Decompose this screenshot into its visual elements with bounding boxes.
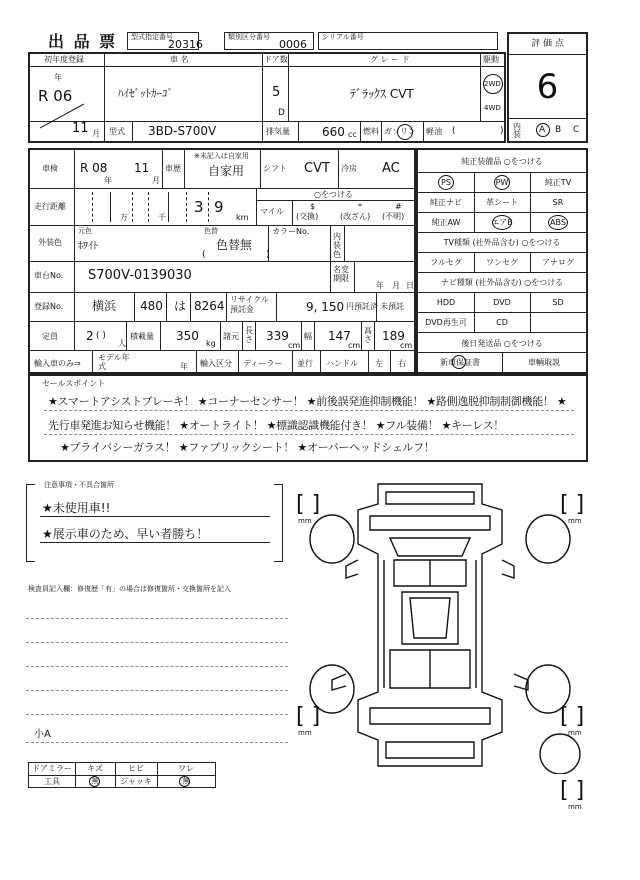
inspector-label: 検査員記入欄：修復歴「有」の場合は修復箇所・交換箇所を記入 (28, 585, 231, 593)
grade-label: グ レ ー ド (370, 55, 410, 64)
car-diagram (290, 474, 590, 774)
load-value: 350 (176, 329, 199, 343)
handle-left: 左 (375, 359, 383, 368)
model-year-label: モデル年式 (98, 353, 130, 371)
nc-day: 日 (406, 281, 414, 290)
later-manual: 車輌取説 (528, 358, 560, 367)
import-dealer: ディーラー (243, 359, 283, 368)
navi-dvd: DVD (493, 298, 511, 307)
notes-line-1: ★未使用車!! (42, 501, 111, 515)
notes-line-2: ★展示車のため、早い者勝ち！ (42, 527, 209, 541)
history-note: ※未記入は自家用 (194, 152, 249, 160)
size-label: 諸元 (223, 332, 239, 341)
first-reg-label: 初年度登録 (44, 55, 84, 64)
insp-year-mark: 年 (104, 176, 112, 185)
acc-tools: 工具 (44, 777, 60, 786)
interior-a: A (539, 125, 546, 135)
length-label: 長さ (245, 326, 253, 344)
accessory-table (28, 762, 216, 788)
equip-leather: 革シート (486, 198, 518, 207)
recycle-paid: 預託済 (354, 302, 378, 311)
acc-break: ワレ (178, 764, 194, 773)
name-change-label: 名変期限 (333, 265, 349, 283)
tv-analog: アナログ (542, 258, 574, 267)
navi-cd: CD (496, 318, 508, 327)
vehicle-table (28, 52, 506, 143)
designation-box (127, 32, 203, 51)
mile-altered-label: (改ざん) (340, 212, 371, 221)
mileage-sen: 千 (158, 213, 166, 222)
equip-airbag: エアB (491, 218, 513, 227)
interior-label: 内装 (513, 122, 521, 139)
orig-color: ﾎﾜｲﾄ (78, 241, 98, 252)
acc-jack-none: 無 (182, 777, 190, 785)
equip-pw: PW (495, 178, 509, 187)
interior-b: B (555, 125, 562, 135)
nc-year: 年 (376, 281, 384, 290)
bracket-spare: [ ] (560, 778, 585, 803)
fuel-gasoline: ガソリン (384, 127, 416, 136)
mile-label: マイル (260, 207, 284, 216)
ac-value: AC (382, 161, 400, 176)
category-box (224, 32, 314, 50)
inspection-label: 車検 (42, 164, 58, 173)
displacement-label: 排気量 (266, 127, 290, 136)
tv-title: TV種類 (社外品含む) ○をつける (443, 238, 561, 247)
mile-swap: $ (310, 202, 316, 211)
capacity-paren: ( ) (96, 331, 106, 341)
model-year-unit: 年 (180, 362, 188, 371)
km-unit: km (236, 213, 249, 222)
later-warranty: 新車保証書 (440, 358, 480, 367)
equip-ps: PS (441, 178, 451, 187)
sales-line-1: ★スマートアシストブレーキ！ ★コーナーセンサー！ ★前後誤発進抑制機能！ ★路側逸脱抑制制御機能！ ★ (48, 395, 567, 408)
mm-rr: mm (568, 729, 582, 737)
serial-box (318, 32, 498, 50)
fuel-other-open: ( (452, 126, 456, 136)
insp-month: 11 (134, 161, 150, 175)
reg-kana: は (174, 299, 187, 313)
mileage-digit-1: 3 (194, 198, 204, 216)
import-label: 輸入車のみ⇒ (34, 359, 81, 368)
inspector-value: 小A (34, 729, 51, 740)
sales-label: セールスポイント (42, 379, 106, 388)
tv-full: フルセグ (430, 258, 462, 267)
mile-altered: * (358, 202, 362, 211)
category-label: 類別区分番号 (228, 33, 270, 41)
first-reg-year: R 06 (38, 87, 73, 105)
mm-spare: mm (568, 803, 582, 811)
doors-value: 5 (272, 85, 281, 100)
height-value: 189 (382, 329, 405, 343)
recolor-paren-open: ( (202, 250, 206, 260)
model-label: 型式 (109, 127, 125, 136)
reg-class: 480 (140, 299, 163, 313)
recolor-label: 色替 (204, 227, 218, 235)
capacity-value: 2 (86, 329, 94, 343)
orig-color-label: 元色 (78, 227, 92, 235)
score-box (507, 32, 588, 143)
later-title: 後日発送品 ○をつける (461, 339, 543, 348)
height-label: 高さ (364, 326, 372, 344)
score-value: 6 (536, 67, 559, 107)
bracket-fr: [ ] (560, 492, 585, 517)
category-no: 0006 (279, 38, 307, 51)
mm-fr: mm (568, 517, 582, 525)
mile-swap-label: (交換) (296, 212, 319, 221)
load-label: 積載量 (130, 332, 154, 341)
mile-unknown: # (395, 202, 402, 211)
acc-tools-none: 無 (91, 777, 99, 785)
handle-right: 右 (398, 359, 406, 368)
sales-line-3: ★プライバシーガラス！ ★ファブリックシート！ ★オーバーヘッドシェルフ！ (60, 441, 435, 454)
displacement-value: 660 (322, 125, 345, 139)
recolor-value: 色替無 (216, 238, 253, 252)
doors-label: ドア数 (264, 55, 288, 64)
navi-dvd-play: DVD再生可 (425, 318, 467, 327)
handle-label: ハンドル (326, 359, 358, 368)
bracket-fl: [ ] (296, 492, 321, 517)
length-value: 339 (266, 329, 289, 343)
navi-hdd: HDD (436, 298, 456, 307)
model-value: 3BD-S700V (148, 124, 217, 138)
sheet-title: 出 品 票 (48, 32, 118, 51)
reg-num: 8264 (194, 299, 225, 313)
fuel-label: 燃料 (363, 127, 379, 136)
recycle-unit: 円 (346, 302, 354, 311)
insp-year: R 08 (80, 161, 108, 175)
acc-scratch: キズ (87, 764, 103, 773)
recycle-unpaid: 未預託 (380, 302, 404, 311)
capacity-label: 定員 (42, 332, 58, 341)
recolor-paren-close: ) (266, 250, 270, 260)
recycle-value: 9, 150 (306, 300, 345, 314)
equipment-title: 純正装備品 ○をつける (461, 157, 543, 166)
length-unit: cm (288, 341, 301, 350)
height-unit: cm (400, 341, 413, 350)
sales-line-2: 先行車発進お知らせ機能！ ★オートライト！ ★標識認識機能付き！ ★フル装備！ ★キーレス！ (48, 419, 504, 432)
month-mark: 月 (92, 129, 100, 138)
int-color-label: 内装色 (333, 232, 341, 259)
navi-title: ナビ種類 (社外品含む) ○をつける (440, 278, 564, 287)
mile-unknown-label: (不明) (382, 212, 405, 221)
first-reg-month: 11 (72, 121, 89, 136)
car-name-label: 車 名 (170, 55, 189, 64)
acc-door-mirror: ドアミラー (32, 764, 72, 773)
interior-c: C (573, 125, 580, 135)
navi-sd: SD (552, 298, 564, 307)
color-label: 外装色 (38, 238, 62, 247)
designation-no: 20316 (168, 38, 203, 51)
designation-label: 型式指定番号 (131, 33, 173, 41)
drive-2wd: 2WD (484, 80, 501, 88)
equip-sr: SR (552, 198, 564, 207)
year-mark: 年 (54, 73, 62, 82)
drive-4wd: 4WD (484, 104, 501, 112)
score-label: 評 価 点 (531, 39, 564, 49)
recycle-label: リサイクル預託金 (230, 295, 269, 314)
vin-value: S700V-0139030 (88, 268, 192, 283)
mark-circle-label: ○をつける (314, 190, 353, 199)
history-value: 自家用 (208, 164, 245, 178)
mm-fl: mm (298, 517, 312, 525)
import-cat-label: 輸入区分 (200, 359, 232, 368)
insp-month-mark: 月 (152, 176, 160, 185)
vin-label: 車台No. (34, 271, 64, 280)
nc-month: 月 (392, 281, 400, 290)
detail-table (28, 148, 416, 374)
shift-value: CVT (304, 161, 330, 176)
width-value: 147 (328, 329, 351, 343)
mileage-man: 万 (120, 213, 128, 222)
mm-rl: mm (298, 729, 312, 737)
drive-label: 駆動 (483, 55, 499, 64)
color-code-label: カラーNo. (272, 227, 310, 236)
ac-label: 冷房 (341, 164, 357, 173)
bracket-rr: [ ] (560, 704, 585, 729)
cc-unit: cc (348, 130, 357, 139)
fuel-other-close: ) (500, 126, 504, 136)
width-label: 幅 (304, 332, 312, 341)
mileage-label: 走行距離 (34, 202, 66, 211)
bracket-rl: [ ] (296, 704, 321, 729)
capacity-unit: 人 (118, 339, 126, 348)
history-label: 車歴 (165, 164, 181, 173)
equip-aw: 純正AW (431, 218, 461, 227)
car-name: ﾊｲｾﾞｯﾄｶｰｺﾞ (118, 87, 173, 100)
equip-navi: 純正ナビ (430, 198, 462, 207)
fuel-diesel: 軽油 (426, 127, 442, 136)
serial-label: シリアル番号 (322, 33, 364, 41)
reg-label: 登録No. (34, 302, 64, 311)
import-parallel: 並行 (297, 359, 313, 368)
equip-tv: 純正TV (544, 178, 572, 187)
equip-abs: ABS (550, 218, 566, 227)
width-unit: cm (348, 341, 361, 350)
acc-jack: ジャッキ (120, 777, 152, 786)
shift-label: シフト (263, 164, 287, 173)
tv-one: ワンセグ (486, 258, 518, 267)
mileage-digit-2: 9 (214, 198, 224, 216)
acc-crack: ヒビ (128, 764, 144, 773)
sales-points (28, 374, 588, 462)
notes-label: 注意事項・不具合箇所 (44, 481, 114, 489)
notes-bracket-left (26, 484, 35, 562)
load-unit: kg (206, 339, 216, 348)
door-type: D (278, 108, 285, 118)
equipment-table (416, 148, 588, 374)
notes-bracket-right (274, 484, 283, 562)
reg-area: 横浜 (92, 299, 117, 313)
grade-value: ﾃﾞﾗｯｸｽ CVT (350, 87, 414, 101)
